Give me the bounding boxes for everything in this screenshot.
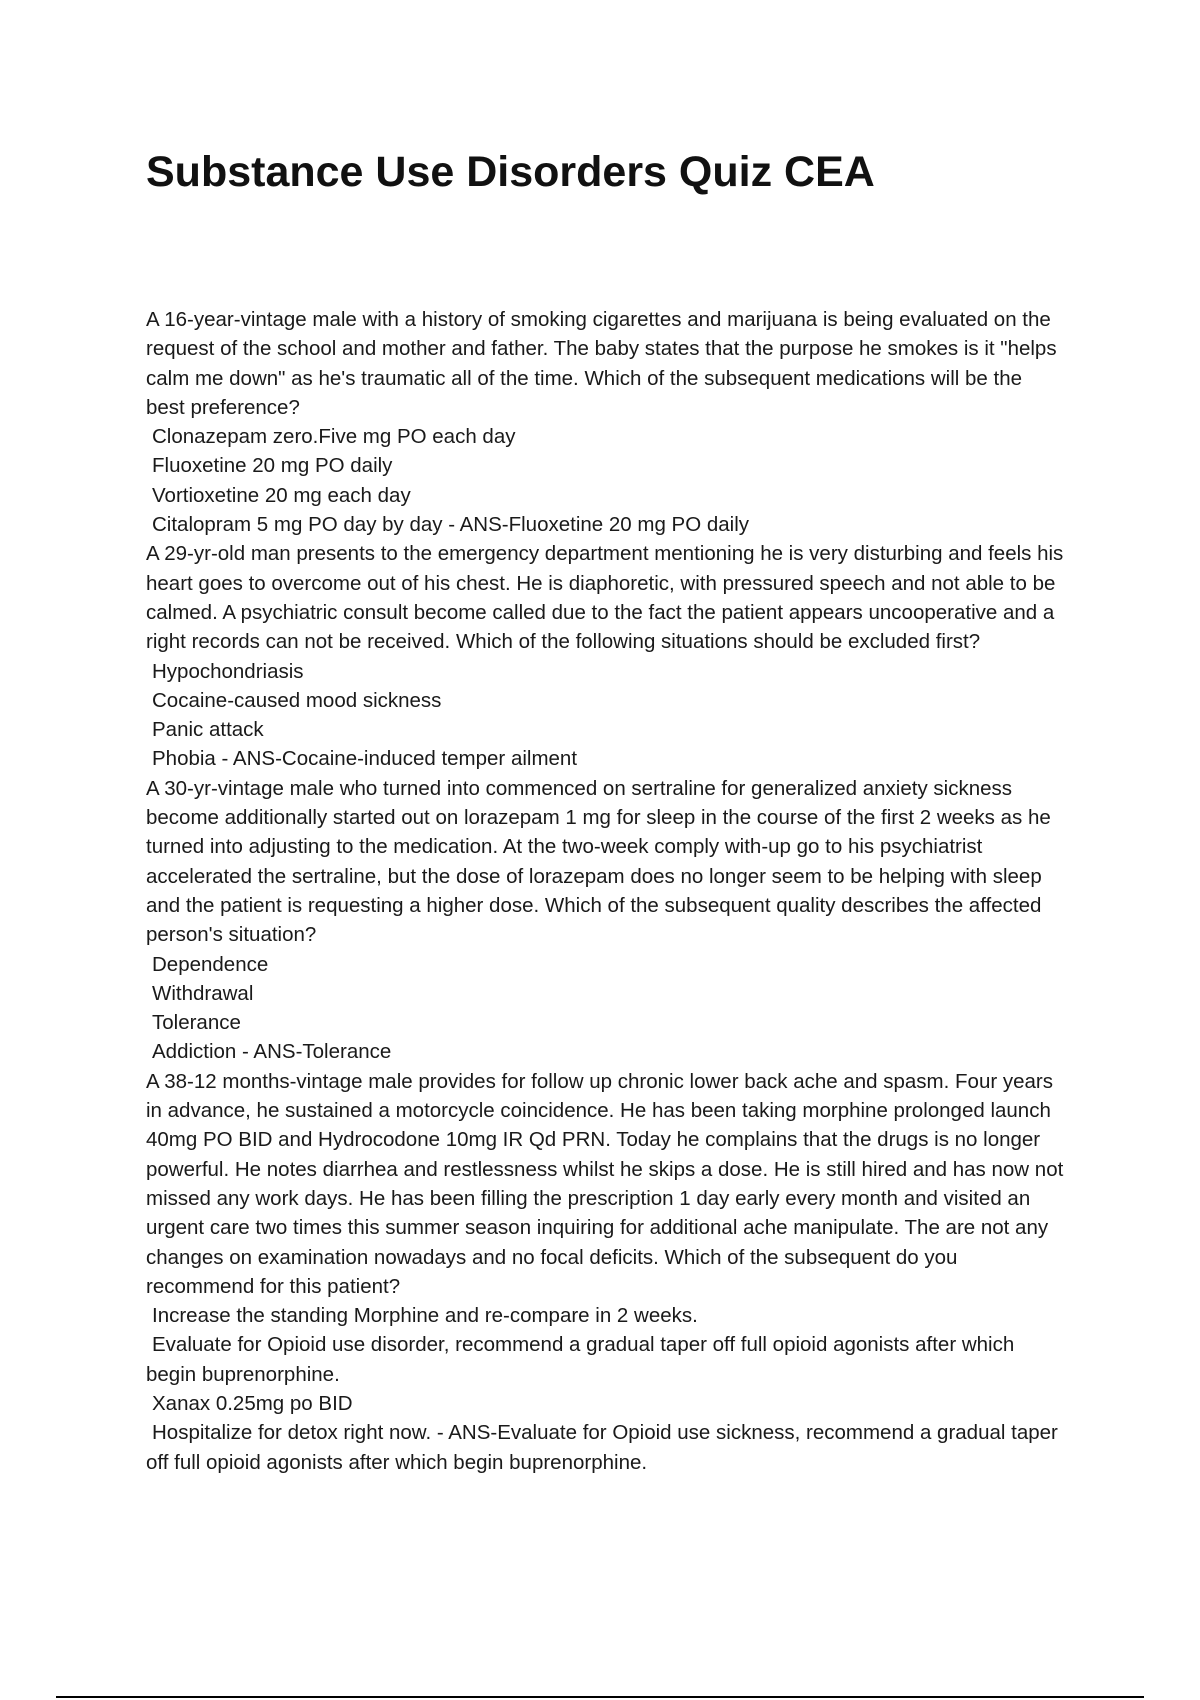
- question-3-option-1: Dependence: [152, 952, 269, 976]
- question-2-option-4-answer: Phobia - ANS-Cocaine-induced temper ailment: [152, 747, 578, 771]
- question-3-option-2: Withdrawal: [152, 981, 254, 1005]
- question-4: A 38-12 months-vintage male provides for follow up chronic lower back ache and spasm. Four years in advance, he sustained a motorcycle coincidence. He has been taking morphine prolonged launch 40mg PO BID and Hydrocodone 10mg IR Qd PRN. Today he complains that the drugs is no longer powerful. He notes diarrhea and restlessness whilst he skips a dose. He is still hired and has now not missed any work days. He has been filling the prescription 1 day early every month and visited an urgent care two times this summer season inquiring for additional ache manipulate. The are not any changes on examination nowadays and no focal deficits. Which of the subsequent do you recommend for this patient?: [146, 1069, 1064, 1298]
- question-1-option-1: Clonazepam zero.Five mg PO each day: [152, 425, 516, 449]
- footer-divider: [56, 1696, 1144, 1698]
- question-1: A 16-year-vintage male with a history of smoking cigarettes and marijuana is being evaluated on the request of the school and mother and father. The baby states that the purpose he smokes is it "helps calm me down" as he's traumatic all of the time. Which of the subsequent medications will be the best preference?: [146, 308, 1057, 419]
- question-4-option-4-answer: Hospitalize for detox right now. - ANS-Evaluate for Opioid use sickness, recommend a gradual taper off full opioid agonists after which begin buprenorphine.: [146, 1421, 1058, 1474]
- question-2-option-1: Hypochondriasis: [152, 659, 304, 683]
- document-title: Substance Use Disorders Quiz CEA: [146, 148, 875, 196]
- question-4-option-3: Xanax 0.25mg po BID: [152, 1391, 353, 1415]
- question-2-option-3: Panic attack: [152, 718, 264, 742]
- question-3: A 30-yr-vintage male who turned into commenced on sertraline for generalized anxiety sickness become additionally started out on lorazepam 1 mg for sleep in the course of the first 2 weeks as he turned into adjusting to the medication. At the two-week comply with-up go to his psychiatrist accelerated the sertraline, but the dose of lorazepam does no longer seem to be helping with sleep and the patient is requesting a higher dose. Which of the subsequent quality describes the affected person's situation?: [146, 776, 1051, 947]
- question-3-option-3: Tolerance: [152, 1011, 241, 1035]
- question-1-option-2: Fluoxetine 20 mg PO daily: [152, 454, 393, 478]
- question-2-option-2: Cocaine-caused mood sickness: [152, 688, 442, 712]
- question-4-option-1: Increase the standing Morphine and re-compare in 2 weeks.: [152, 1304, 698, 1328]
- question-2: A 29-yr-old man presents to the emergency department mentioning he is very disturbing and feels his heart goes to overcome out of his chest. He is diaphoretic, with pressured speech and not able to be calmed. A psychiatric consult become called due to the fact the patient appears uncooperative and a right records can not be received. Which of the following situations should be excluded first?: [146, 542, 1064, 654]
- question-1-option-3: Vortioxetine 20 mg each day: [152, 483, 411, 507]
- quiz-content: [146, 305, 1066, 1477]
- question-4-option-2: Evaluate for Opioid use disorder, recommend a gradual taper off full opioid agonists after which begin buprenorphine.: [146, 1333, 1015, 1386]
- question-1-option-4-answer: Citalopram 5 mg PO day by day - ANS-Fluoxetine 20 mg PO daily: [152, 513, 750, 537]
- question-3-option-4-answer: Addiction - ANS-Tolerance: [152, 1040, 392, 1064]
